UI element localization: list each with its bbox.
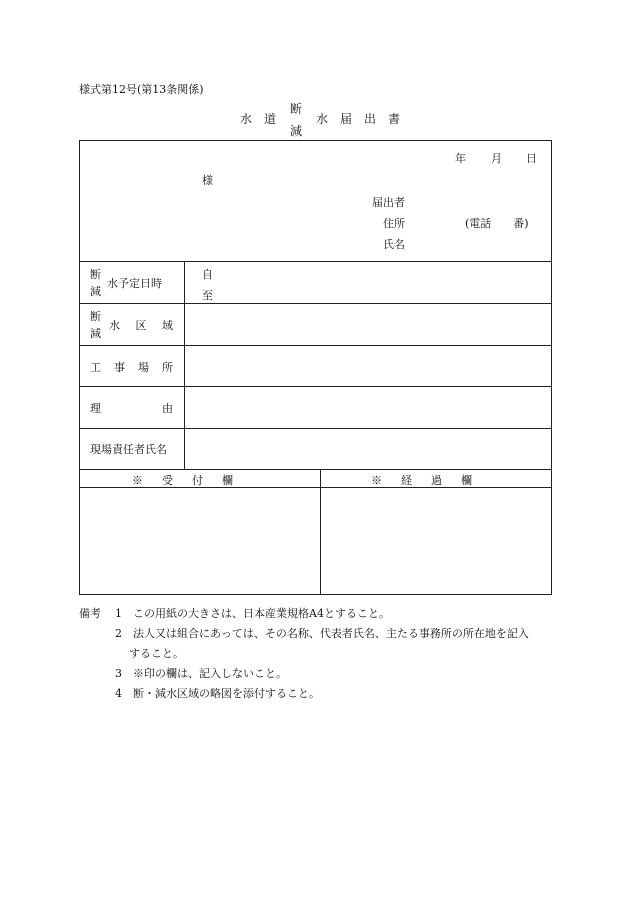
reason-field[interactable] [190,390,545,424]
site-label: 工事場所 [90,361,186,374]
note-number: 2 [115,627,122,640]
address-label: 住所 [383,217,405,230]
schedule-from-label: 自 [202,268,213,281]
note-item [79,624,559,644]
note-number: 4 [115,687,122,700]
date-field[interactable] [420,147,540,165]
date-year-label: 年 [455,152,466,165]
progress-header: ※経過欄 [371,474,491,487]
note-number: 3 [115,667,122,680]
notes-heading: 備考 [79,607,101,620]
title-char: 道 [264,112,277,126]
form-number: 様式第12号(第13条関係) [79,83,204,96]
manager-field[interactable] [190,432,545,466]
date-month-label: 月 [491,152,502,165]
title-char: 届 [340,112,353,126]
note-text: すること。 [129,647,184,660]
title-char: 水 [240,112,253,126]
schedule-label: 水予定日時 [107,277,162,290]
schedule-prefix-bottom: 減 [90,285,101,298]
address-field[interactable] [412,212,462,230]
title-stack [288,98,304,142]
document-title [0,98,630,138]
note-text: この用紙の大きさは、日本産業規格A4とすること。 [133,607,390,620]
area-prefix-top: 断 [90,310,101,323]
note-item [79,604,559,624]
title-char: 出 [364,112,377,126]
note-item [79,684,559,704]
title-stack-top: 断 [289,102,302,116]
row-divider [80,469,551,470]
manager-label: 現場責任者氏名 [90,443,167,456]
row-divider [80,345,551,346]
note-item [79,664,559,684]
schedule-prefix-top: 断 [90,268,101,281]
notes [79,604,559,704]
reason-label-a: 理 [90,402,101,415]
schedule-to-label: 至 [202,289,213,302]
reception-area [80,488,320,594]
reception-header: ※受付欄 [132,474,252,487]
name-label: 氏名 [383,238,405,251]
row-divider [80,386,551,387]
title-char: 水 [316,112,329,126]
area-label: 水 区 域 [109,319,179,332]
addressee-suffix: 様 [202,174,213,187]
reason-label-b: 由 [162,402,173,415]
row-divider [80,261,551,262]
row-divider [80,428,551,429]
form-table [79,140,552,595]
note-item [79,644,559,664]
name-field[interactable] [412,233,542,251]
note-number: 1 [115,607,122,620]
area-prefix-bottom: 減 [90,327,101,340]
phone-label: (電話 番) [465,217,529,230]
site-field[interactable] [190,349,545,383]
title-stack-bottom: 減 [289,124,302,138]
note-text: ※印の欄は、記入しないこと。 [133,667,287,680]
note-text: 断・減水区域の略図を添付すること。 [133,687,320,700]
area-field[interactable] [190,307,545,341]
row-divider [80,303,551,304]
date-day-label: 日 [526,152,537,165]
schedule-field[interactable] [220,263,540,301]
applicant-label: 届出者 [372,196,405,209]
progress-area [321,488,551,594]
note-text: 法人又は組合にあっては、その名称、代表者氏名、主たる事務所の所在地を記入 [133,627,529,640]
title-char: 書 [388,112,401,126]
addressee-field[interactable] [90,171,190,189]
